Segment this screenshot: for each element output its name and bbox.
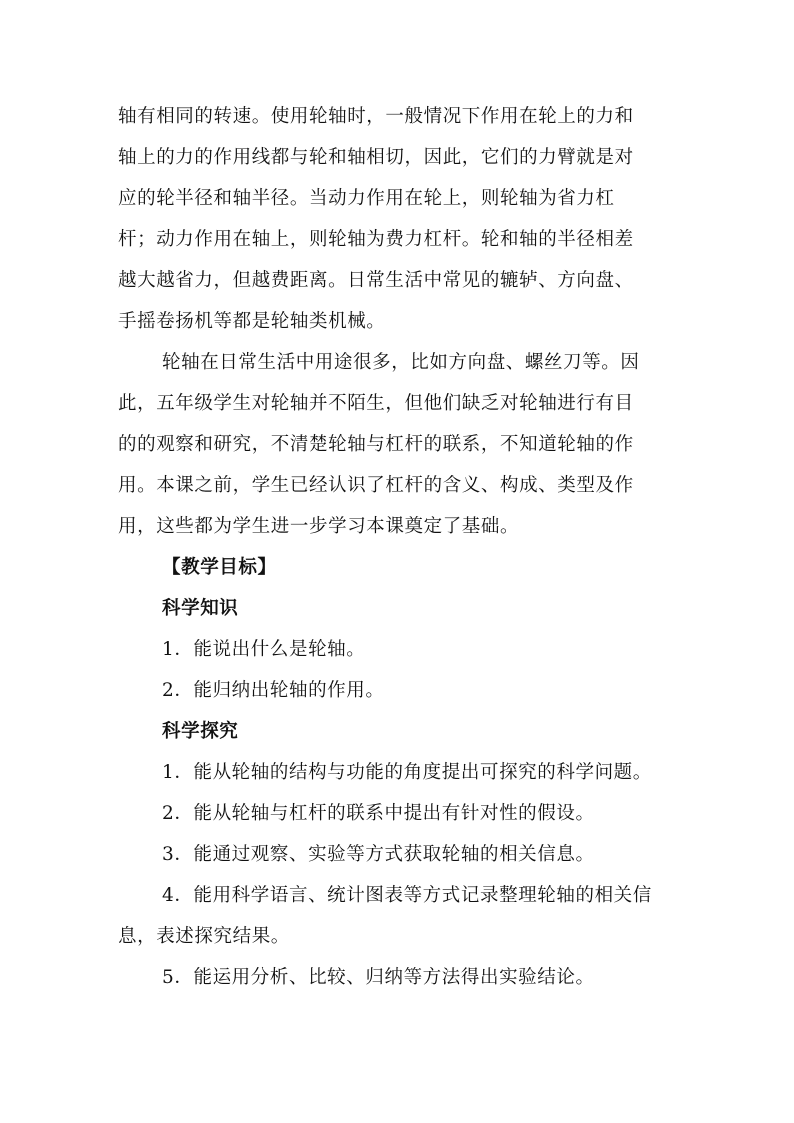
list-item: 3．能通过观察、实验等方式获取轮轴的相关信息。 [162,844,595,865]
section-title-teaching-goals: 【教学目标】 [162,557,277,578]
list-item: 4．能用科学语言、统计图表等方式记录整理轮轴的相关信 [162,885,652,906]
text-line: 轮轴在日常生活中用途很多，比如方向盘、螺丝刀等。因 [162,352,640,373]
text-line: 用。本课之前，学生已经认识了杠杆的含义、构成、类型及作 [118,475,634,496]
list-item-continuation: 息，表述探究结果。 [118,926,290,947]
text-line: 轴上的力的作用线都与轮和轴相切，因此，它们的力臂就是对 [118,147,634,168]
subheading-science-inquiry: 科学探究 [162,721,239,742]
text-line: 越大越省力，但越费距离。日常生活中常见的辘轳、方向盘、 [118,270,634,291]
list-item: 5．能运用分析、比较、归纳等方法得出实验结论。 [162,967,595,988]
paragraph-student-analysis [118,342,678,547]
paragraph-wheel-axle-principle [118,96,678,342]
subheading-science-knowledge: 科学知识 [162,598,239,619]
list-item: 1．能说出什么是轮轴。 [162,639,366,660]
text-line: 轴有相同的转速。使用轮轴时，一般情况下作用在轮上的力和 [118,106,634,127]
text-line: 应的轮半径和轴半径。当动力作用在轮上，则轮轴为省力杠 [118,188,615,209]
list-item: 2．能归纳出轮轴的作用。 [162,680,385,701]
text-line: 此，五年级学生对轮轴并不陌生，但他们缺乏对轮轴进行有目 [118,393,634,414]
document-body [118,96,678,998]
list-item: 1．能从轮轴的结构与功能的角度提出可探究的科学问题。 [162,762,652,783]
text-line: 用，这些都为学生进一步学习本课奠定了基础。 [118,516,520,537]
text-line: 杆；动力作用在轴上，则轮轴为费力杠杆。轮和轴的半径相差 [118,229,634,250]
list-item: 2．能从轮轴与杠杆的联系中提出有针对性的假设。 [162,803,595,824]
text-line: 手摇卷扬机等都是轮轴类机械。 [118,311,386,332]
text-line: 的的观察和研究，不清楚轮轴与杠杆的联系，不知道轮轴的作 [118,434,634,455]
